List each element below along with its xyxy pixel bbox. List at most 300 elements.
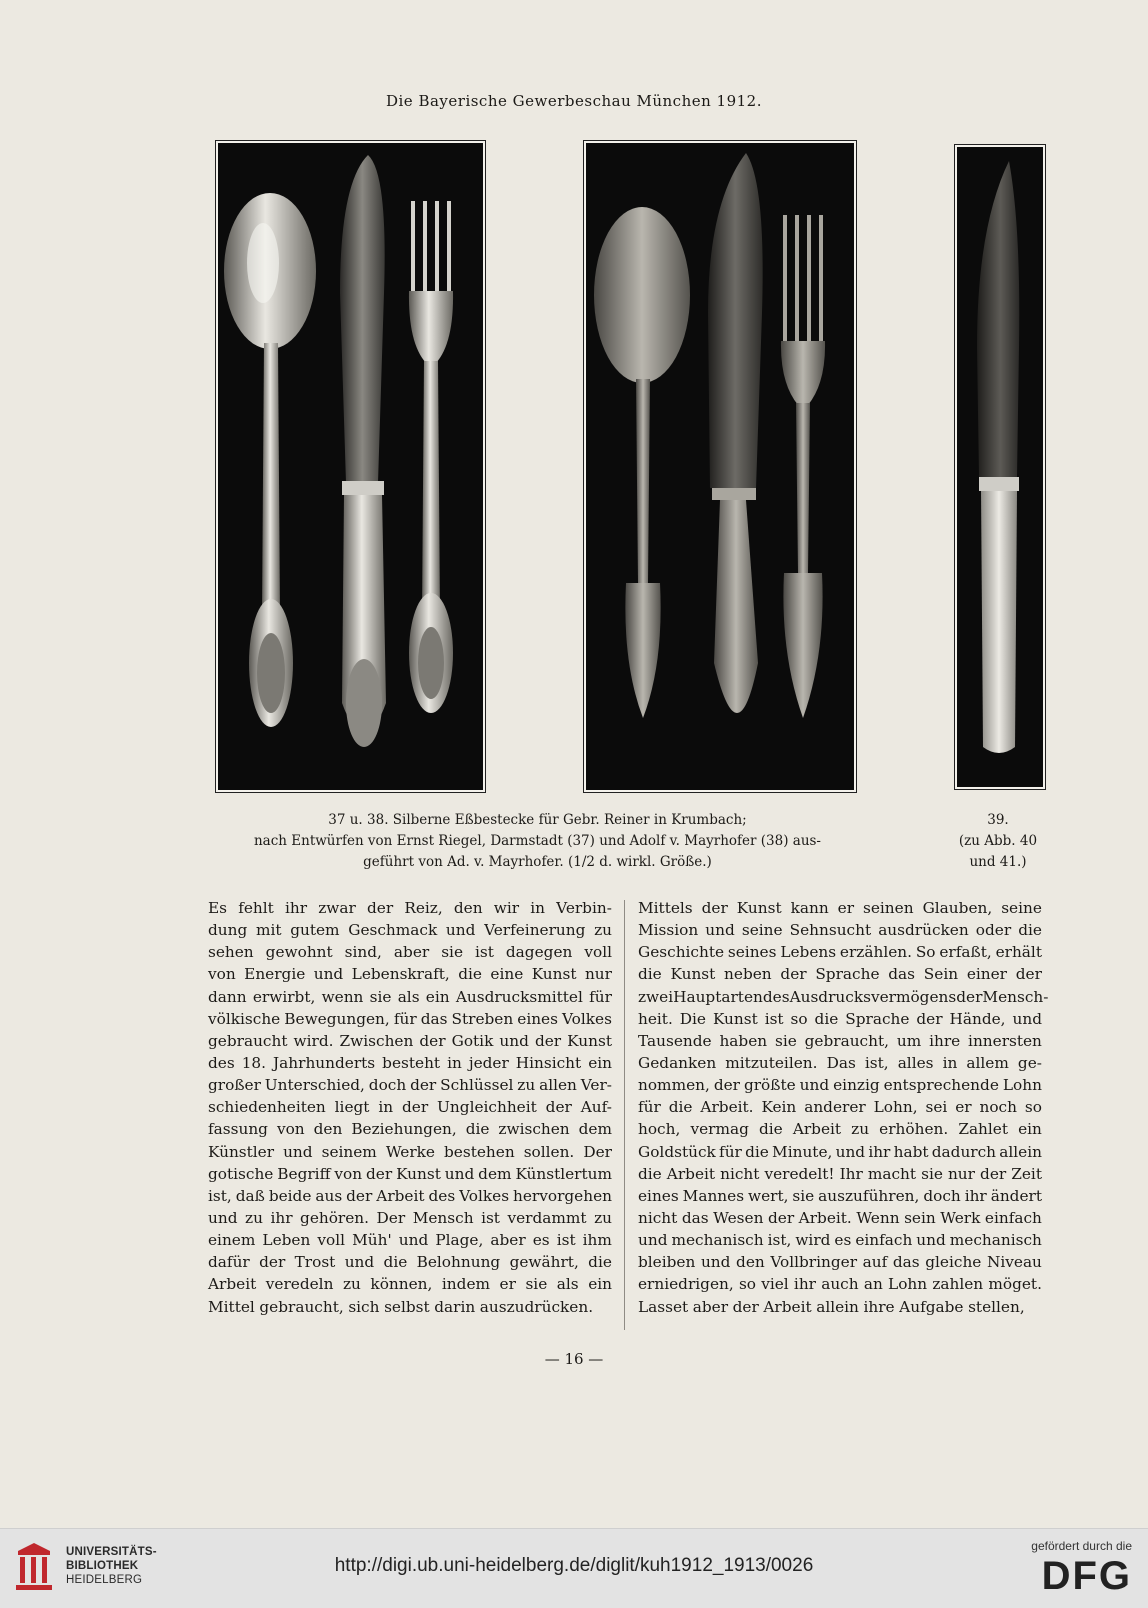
word: zu [245,1208,263,1227]
funding-label: gefördert durch die [1031,1539,1132,1553]
word: 18. [241,1053,267,1072]
word: schiedenheiten [208,1098,326,1117]
word: einer [966,965,1007,984]
text-line [638,1030,1042,1052]
spoon-shape [594,207,690,718]
word: mechanisch [671,1231,764,1250]
word: der [713,1076,740,1095]
word: ist [481,1208,500,1227]
word: Die [679,1009,706,1028]
word: sie [369,987,392,1006]
word: den [453,899,483,917]
text-line [638,1074,1042,1096]
word: allen [539,1076,577,1095]
word: nur [947,1164,975,1183]
word: zwar [318,899,356,917]
word: gewohnt [265,943,333,962]
word: mechanisch [949,1231,1042,1250]
word: Kunst [712,1009,758,1028]
word: Hände, [949,1009,1006,1028]
text-line [638,1118,1042,1140]
word: und [499,1031,529,1050]
word: dem [478,1164,512,1183]
word: eine [490,965,524,984]
word: allein [816,1297,859,1316]
word: vermag [690,1120,749,1139]
word: ein [588,1275,612,1294]
word: wird. [293,1031,334,1050]
caption-line: (zu Abb. 40 [958,833,1038,849]
word: auszuführen, [818,1186,920,1205]
word: Volkes [562,1009,612,1028]
text-line [208,1296,612,1318]
word: größte [743,1076,796,1095]
word: doch [923,1186,961,1205]
word: Lasset [638,1297,689,1316]
word: Mensch- [982,987,1049,1006]
word: an [863,1275,883,1294]
word: Kunst [567,1031,612,1050]
word: dung [208,921,248,940]
word: Lohn, [873,1098,918,1117]
word: Minute, [772,1142,833,1161]
word: hoch, [638,1120,681,1139]
word: der [365,1164,393,1183]
word: sollen. [523,1142,575,1161]
word: Bewegungen, [284,1009,390,1028]
word: Kunst [670,965,716,984]
word: Niveau [986,1253,1042,1272]
word: gebraucht [208,1031,288,1050]
word: einem [208,1231,256,1250]
word: der [419,1031,446,1050]
word: jeder [468,1053,509,1072]
word: Streben [451,1009,514,1028]
word: sie [921,1164,943,1183]
word: Arbeit [376,1186,425,1205]
word: Aufgabe [899,1297,964,1316]
text-line [638,1052,1042,1074]
text-line [638,1251,1042,1273]
word: wir [493,899,520,917]
word: wird [795,1231,831,1250]
word: die [814,1009,839,1028]
word: seine [1001,899,1042,917]
text-line [638,919,1042,941]
word: voll [317,1231,346,1250]
word: für [393,1009,417,1028]
word: die [745,1142,769,1161]
word: Arbeit [208,1275,257,1294]
text-line [208,897,612,919]
word: der [346,1186,373,1205]
text-line [638,941,1042,963]
word: von [208,965,236,984]
word: macht [867,1164,917,1183]
word: Vollbringer [770,1253,858,1272]
word: wenn [321,987,364,1006]
word: Lebens [780,943,837,962]
word: Gedanken [638,1053,717,1072]
word: Arbeit [792,1120,842,1139]
word: der [1015,965,1042,984]
word: gleiche [925,1253,982,1272]
text-line [638,897,1042,919]
word: das [420,1009,448,1028]
word: dafür [208,1253,250,1272]
word: in [942,1053,958,1072]
word: der [259,1253,286,1272]
text-line [638,1141,1042,1163]
word: Sein [923,965,959,984]
figure-caption-39 [936,810,1060,873]
word: Wenn [856,1208,900,1227]
word: zu [594,1208,612,1227]
word: der [916,1009,943,1028]
word: die [638,965,662,984]
digitization-footer [0,1528,1148,1608]
text-line [208,1052,612,1074]
word: es [834,1231,852,1250]
word: noch [979,1098,1017,1117]
figure-caption-37-38 [205,810,870,873]
word: Sprache [845,1009,910,1028]
text-line [638,1096,1042,1118]
word: Mensch [412,1208,474,1227]
word: des [428,1186,456,1205]
figure-38-cutlery-photo [584,141,856,792]
running-head: Die Bayerische Gewerbeschau München 1912. [385,92,762,110]
word: Sehnsucht [789,921,872,940]
word: mitzuteilen. [725,1053,818,1072]
word: dadurch [931,1142,997,1161]
word: und [444,1164,475,1183]
text-line [638,1163,1042,1185]
word: Volkes [459,1186,510,1205]
word: nicht [638,1208,678,1227]
spoon-shape [224,193,316,727]
word: Goldstück [638,1142,716,1161]
word: in [378,1098,394,1117]
text-line [208,1251,612,1273]
fork-shape [409,201,453,713]
library-name-line: HEIDELBERG [66,1574,143,1586]
word: der [980,1164,1007,1183]
text-line [638,986,1049,1008]
word: Das [826,1053,856,1072]
library-name-line: BIBLIOTHEK [66,1560,139,1572]
word: gotische [208,1164,274,1183]
word: und [799,1076,830,1095]
word: ist [764,1009,784,1028]
word: dagegen [505,943,573,962]
word: eines [517,1009,558,1028]
word: ändert [990,1186,1042,1205]
word: allein [999,1142,1042,1161]
word: ihr [964,1186,987,1205]
word: der [701,899,728,917]
word: Jahrhunderts [273,1053,376,1072]
word: hervorgehen [513,1186,612,1205]
word: Glauben, [922,899,993,917]
word: auszudrücken. [479,1297,594,1316]
word: der [534,1031,562,1050]
word: dann [208,987,247,1006]
word: gebraucht, [804,1031,889,1050]
word: Hinsicht [515,1053,582,1072]
word: er [955,1098,972,1117]
word: für [589,987,612,1006]
word: Mannes [682,1186,745,1205]
funding-notice [992,1539,1132,1599]
word: Geschichte [638,943,725,962]
word: Zwischen [339,1031,414,1050]
caption-line: nach Entwürfen von Ernst Riegel, Darmstadt (37) und Adolf v. Mayrhofer (38) aus- [253,833,821,849]
word: und [705,921,735,940]
caption-line: 39. [987,812,1009,828]
word: möget. [988,1275,1042,1294]
text-line [208,1096,612,1118]
word: Künstler [208,1142,275,1161]
word: Arbeit. [700,1098,754,1117]
word: Begriff [277,1164,331,1183]
word: das [888,965,916,984]
word: seinem [321,1142,377,1161]
word: ist, [864,1053,889,1072]
text-line [208,1207,612,1229]
word: alles [897,1053,934,1072]
word: sei [925,1098,948,1117]
word: Gotik [451,1031,494,1050]
word: ein [1018,1120,1042,1139]
text-line [208,963,612,985]
word: aber [692,1297,729,1316]
word: sie [525,1275,548,1294]
word: allem [966,1053,1009,1072]
word: ihr [868,1142,891,1161]
word: ausdrücken [878,921,969,940]
word: ihr [284,899,308,917]
word: Verbin- [556,899,612,917]
word: entsprechende [883,1076,999,1095]
word: der [732,1297,759,1316]
word: Leben [262,1231,311,1250]
word: die [668,1098,693,1117]
figure-37-cutlery-photo [216,141,485,792]
text-line [208,1118,612,1140]
word: ge- [1017,1053,1042,1072]
text-line [208,1163,612,1185]
text-line [638,1273,1042,1295]
column-rule [624,900,625,1330]
word: Geschmack [348,921,438,940]
word: des [208,1053,235,1072]
word: Ausdrucksmittel [455,987,583,1006]
word: es [532,1231,550,1250]
word: und [208,1208,238,1227]
word: aus [315,1186,343,1205]
word: voll [584,943,612,962]
word: um [896,1031,922,1050]
word: Mittel [208,1297,255,1316]
word: zahlen [932,1275,984,1294]
word: liegt [334,1098,370,1117]
word: für [719,1142,742,1161]
word: sie [441,943,463,962]
word: und [638,1231,668,1250]
word: die [1018,921,1042,940]
word: nommen, [638,1076,710,1095]
word: Ihr [839,1164,863,1183]
figure-39-knife-photo [955,145,1045,789]
word: sich [348,1297,380,1316]
word: Kunst [531,965,577,984]
word: Lohn [1002,1076,1042,1095]
word: seinen [863,899,914,917]
word: aber [490,1231,526,1250]
permalink-url[interactable]: http://digi.ub.uni-heidelberg.de/diglit/kuh1912_1913/0026 [334,1555,814,1576]
word: der [956,987,983,1006]
word: Belohnung [416,1253,501,1272]
word: indem [441,1275,491,1294]
word: Lebenskraft, [351,965,450,984]
word: erwirbt, [252,987,316,1006]
word: der [366,899,394,917]
word: die [588,1253,612,1272]
word: bestehen [444,1142,515,1161]
text-line [638,1229,1042,1251]
word: darin [434,1297,476,1316]
word: neben [724,965,772,984]
word: der [767,1208,795,1227]
word: und [1012,1009,1042,1028]
word: ihre [863,1297,895,1316]
text-line [638,1185,1042,1207]
word: Arbeit [666,1164,716,1183]
text-line [638,1207,1042,1229]
word: Hauptarten [673,987,763,1006]
word: mit [255,921,282,940]
word: so [790,1009,808,1028]
word: ein [588,1053,612,1072]
word: der [545,1098,572,1117]
word: gehören. [300,1208,370,1227]
word: aber [393,943,430,962]
word: beide [268,1186,312,1205]
word: Zeit [1011,1164,1042,1183]
word: nicht [720,1164,760,1183]
word: sind, [344,943,382,962]
text-line [208,1185,612,1207]
word: den [313,1120,343,1139]
word: und [313,965,344,984]
knife-shape [340,155,386,747]
word: ist, [767,1231,792,1250]
text-line [638,1008,1042,1030]
word: Zahlet [958,1120,1009,1139]
word: zu [342,1275,361,1294]
word: den [736,1253,765,1272]
word: fehlt [238,899,274,917]
word: der [780,965,807,984]
caption-line: und 41.) [969,854,1027,870]
word: ist [556,1231,576,1250]
knife-shape [708,153,763,713]
word: Trost [294,1253,336,1272]
caption-line: geführt von Ad. v. Mayrhofer. (1/2 d. wirkl. Größe.) [363,854,712,870]
word: das [681,1208,709,1227]
text-line [638,1296,1042,1318]
word: er [499,1275,516,1294]
word: Verfeinerung [484,921,586,940]
text-line [638,963,1042,985]
word: Unterschied, [264,1076,365,1095]
word: einzig [833,1076,880,1095]
word: seines [727,943,777,962]
text-line [208,1229,612,1251]
word: selbst [384,1297,430,1316]
word: anderer [804,1098,866,1117]
fork-shape [781,215,825,718]
word: Ver- [580,1076,612,1095]
word: zu [517,1076,536,1095]
word: der [410,1076,437,1095]
word: habt [893,1142,929,1161]
word: nur [584,965,612,984]
word: fassung [208,1120,268,1139]
word: innersten [968,1031,1042,1050]
text-column-left [208,897,612,1318]
word: die [758,1120,783,1139]
caption-line: 37 u. 38. Silberne Eßbestecke für Gebr. Reiner in Krumbach; [328,812,747,828]
page-number: — 16 — [544,1350,604,1368]
word: ihr [270,1208,293,1227]
word: Arbeit [763,1297,812,1316]
text-line [208,1030,612,1052]
word: erhält [995,943,1042,962]
text-column-right [638,897,1049,1318]
word: Schlüssel [440,1076,514,1095]
word: für [638,1098,661,1117]
word: in [530,899,545,917]
word: die [458,965,482,984]
word: erzählen. [839,943,912,962]
word: viel [761,1275,789,1294]
word: ist [475,943,494,962]
word: erfaßt, [939,943,992,962]
word: So [915,943,936,962]
word: Kunst [396,1164,441,1183]
word: Werk [940,1208,981,1227]
word: ihre [929,1031,961,1050]
word: in [447,1053,462,1072]
word: verdammt [507,1208,587,1227]
word: er [837,899,855,917]
word: Der [583,1142,612,1161]
word: Werke [385,1142,435,1161]
word: als [397,987,420,1006]
word: oder [975,921,1012,940]
word: zwei [638,987,674,1006]
word: Mittels [638,899,693,917]
word: Energie [244,965,306,984]
word: und [916,1231,946,1250]
word: ein [425,987,450,1006]
text-line [208,1273,612,1295]
word: gutem [290,921,340,940]
word: sie [774,1031,797,1050]
text-line [208,1008,612,1030]
